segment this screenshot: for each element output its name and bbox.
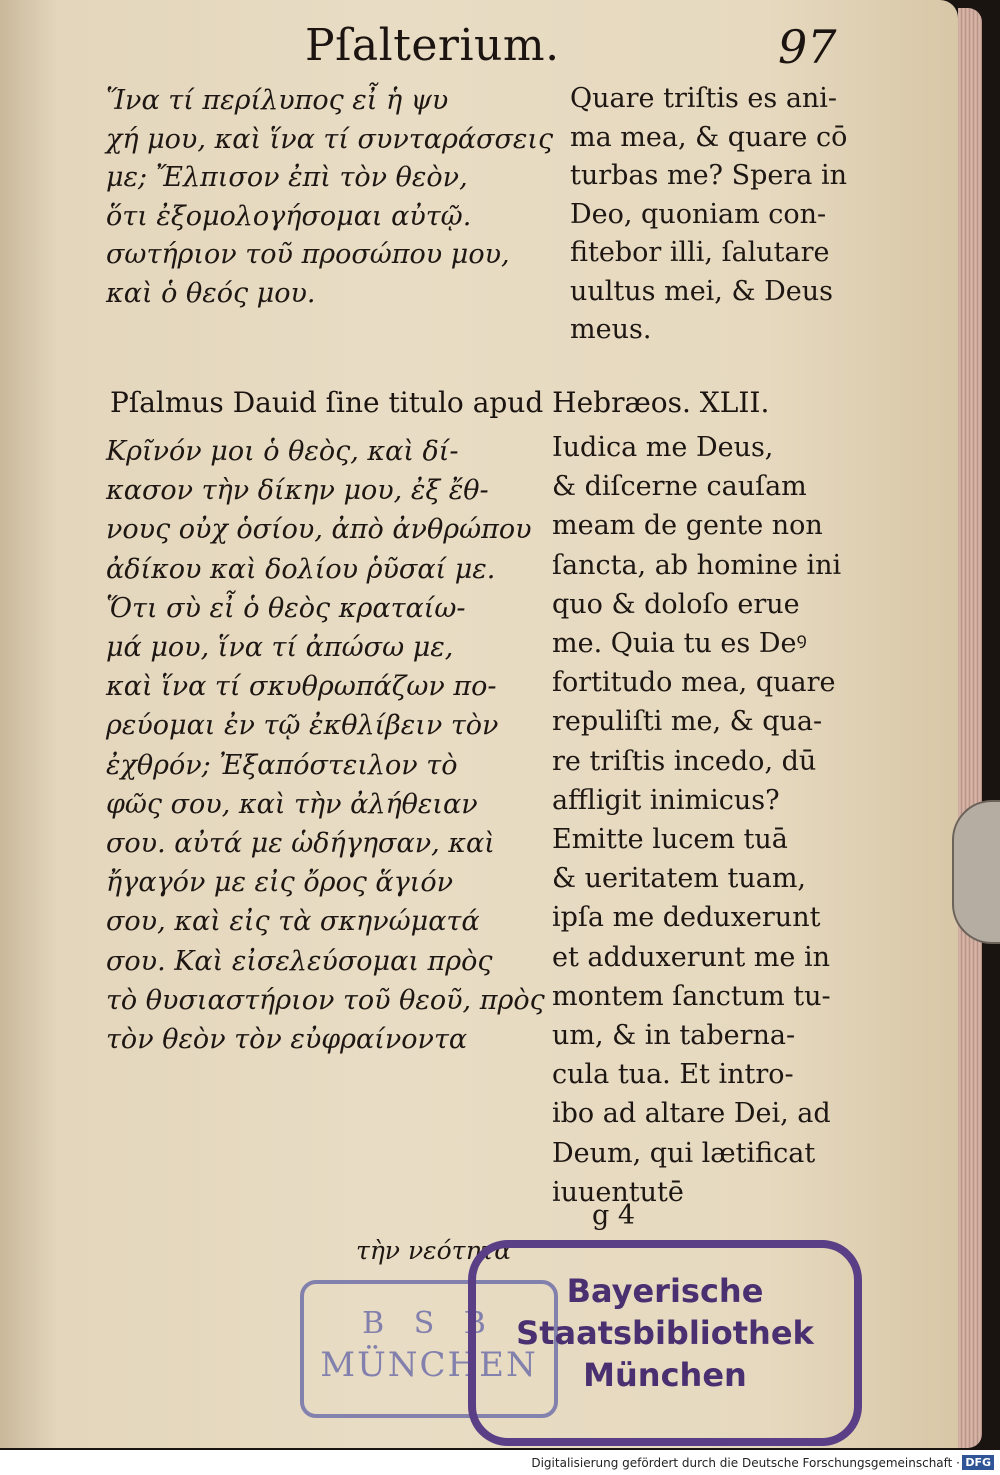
- folio-number: 97: [778, 20, 837, 74]
- greek-line: τὸ θυσιαστήριον τοῦ θεοῦ, πρὸς: [106, 984, 545, 1016]
- latin-line: ma mea, & quare cō: [570, 121, 848, 153]
- greek-line: Ὅτι σὺ εἶ ὁ θεὸς κραταίω-: [106, 592, 466, 624]
- greek-line: φῶς σου, καὶ τὴν ἀλήθειαν: [106, 788, 478, 820]
- greek-line: ἐχθρόν; Ἐξαπόστειλον τὸ: [106, 749, 458, 781]
- latin-line: fitebor illi, ſalutare: [570, 237, 830, 268]
- latin-line: ſancta, ab homine ini: [552, 549, 842, 581]
- latin-line: meus.: [570, 314, 652, 345]
- greek-line: καὶ ἵνα τί σκυθρωπάζων πο-: [106, 671, 497, 703]
- greek-line: σου. αὐτά με ὡδήγησαν, καὶ: [106, 828, 495, 860]
- page-header: [0, 14, 958, 74]
- upper-latin-column: [570, 80, 870, 350]
- latin-line: meam de gente non: [552, 510, 823, 542]
- upper-greek-column: [106, 82, 556, 313]
- latin-line: & diſcerne cauſam: [552, 471, 807, 503]
- latin-line: ipſa me deduxerunt: [552, 902, 821, 934]
- page-edges: [958, 8, 982, 1448]
- latin-line: quo & doloſo erue: [552, 588, 800, 620]
- old-stamp-line2: MÜNCHEN: [320, 1345, 538, 1385]
- latin-line: montem ſanctum tu-: [552, 980, 831, 1012]
- latin-line: affligit inimicus?: [552, 784, 780, 816]
- greek-line: τὸν θεὸν τὸν εὐφραίνοντα: [106, 1024, 468, 1056]
- latin-line: fortitudo mea, quare: [552, 667, 836, 699]
- latin-line: Deum, qui lætificat: [552, 1137, 816, 1169]
- book-clasp: [952, 800, 1000, 944]
- latin-line: re triſtis incedo, dū: [552, 745, 817, 777]
- latin-line: uultus mei, & Deus: [570, 275, 833, 307]
- greek-line: καὶ ὁ θεός μου.: [106, 277, 316, 309]
- running-title: Pſalterium.: [305, 20, 560, 71]
- dfg-logo-icon: DFG: [962, 1455, 994, 1470]
- greek-line: Ἵνα τί περίλυπος εἶ ἡ ψυ: [106, 85, 449, 116]
- latin-line: iuuentutē: [552, 1176, 684, 1208]
- latin-line: Deo, quoniam con-: [570, 198, 827, 230]
- greek-line: με; Ἔλπισον ἐπὶ τὸν θεὸν,: [106, 162, 468, 193]
- latin-line: Quare triſtis es ani-: [570, 83, 838, 114]
- lower-latin-column: [552, 428, 862, 1212]
- greek-line: χή μου, καὶ ἵνα τί συνταράσσεις: [106, 123, 554, 155]
- greek-line: ὅτι ἐξομολογήσομαι αὐτῷ.: [106, 200, 472, 232]
- latin-line: ibo ad altare Dei, ad: [552, 1098, 831, 1130]
- latin-line: & ueritatem tuam,: [552, 863, 807, 895]
- latin-line: et adduxerunt me in: [552, 941, 830, 973]
- latin-line: cula tua. Et intro-: [552, 1059, 794, 1091]
- latin-line: turbas me? Spera in: [570, 160, 847, 191]
- latin-line: me. Quia tu es Deꝰ: [552, 628, 807, 660]
- stamp-line3: München: [583, 1356, 747, 1394]
- latin-line: Emitte lucem tuā: [552, 824, 788, 856]
- lower-greek-column: [106, 432, 546, 1059]
- footer-text: Digitalisierung gefördert durch die Deutsche Forschungsgemeinschaft ·: [531, 1456, 960, 1470]
- library-stamp: [468, 1240, 862, 1446]
- greek-line: σου, καὶ εἰς τὰ σκηνώματά: [106, 906, 480, 938]
- greek-line: σου. Καὶ εἰσελεύσομαι πρὸς: [106, 945, 493, 977]
- digitization-footer: [0, 1450, 1000, 1475]
- signature-mark: g 4: [592, 1200, 636, 1231]
- greek-line: ἀδίκου καὶ δολίου ῥῦσαί με.: [106, 553, 496, 585]
- latin-line: Iudica me Deus,: [552, 432, 774, 463]
- greek-line: Κρῖνόν μοι ὁ θεὸς, καὶ δί-: [106, 436, 459, 467]
- old-stamp-line1: B S B: [362, 1306, 496, 1341]
- greek-line: ἤγαγόν με εἰς ὄρος ἅγιόν: [106, 867, 454, 899]
- stamp-line1: Bayerische: [566, 1272, 764, 1310]
- greek-line: ρεύομαι ἐν τῷ ἐκθλίβειν τὸν: [106, 710, 499, 742]
- greek-line: κασον τὴν δίκην μου, ἐξ ἔθ-: [106, 475, 489, 507]
- greek-line: νους οὐχ ὁσίου, ἀπὸ ἀνθρώπου: [106, 514, 532, 546]
- catchword: τὴν νεότητα: [356, 1236, 512, 1265]
- greek-line: μά μου, ἵνα τί ἀπώσω με,: [106, 632, 454, 664]
- latin-line: repuliſti me, & qua-: [552, 706, 823, 738]
- latin-line: um, & in taberna-: [552, 1020, 796, 1052]
- stamp-line2: Staatsbibliothek: [516, 1314, 814, 1352]
- greek-line: σωτήριον τοῦ προσώπου μου,: [106, 239, 510, 270]
- psalm-heading: Pſalmus Dauid ſine titulo apud Hebræos. XLII.: [110, 386, 770, 419]
